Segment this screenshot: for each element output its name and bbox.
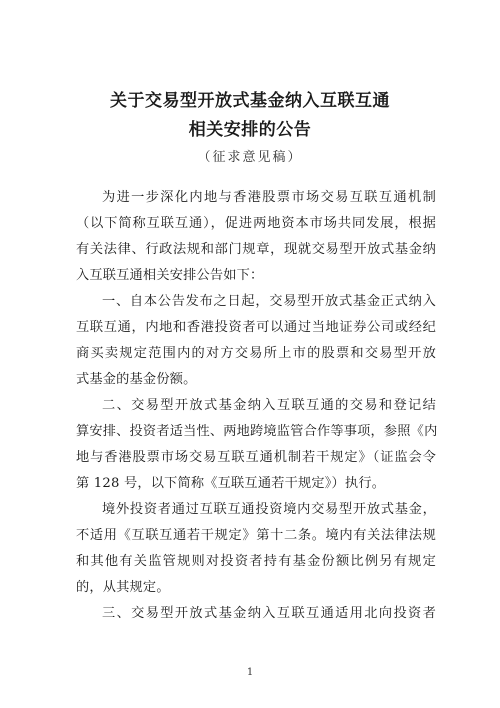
body-line: 入互联互通相关安排公告如下： [76,268,264,283]
body-line: 算安排、投资者适当性、两地跨境监管合作等事项，参照《内 [76,424,438,439]
body-line: 三、交易型开放式基金纳入互联互通适用北向投资者 [102,606,436,621]
body-line: 为进一步深化内地与香港股票市场交易互联互通机制 [102,190,436,205]
document-subtitle: （征求意见稿） [197,150,303,165]
body-line: 一、自本公告发布之日起，交易型开放式基金正式纳入 [102,294,436,309]
body-line: 第 128 号，以下简称《互联互通若干规定》）执行。 [76,476,386,491]
body-line: 互联互通，内地和香港投资者可以通过当地证券公司或经纪 [76,320,436,335]
document-title-line-1: 关于交易型开放式基金纳入互联互通 [110,91,390,111]
body-line: 二、交易型开放式基金纳入互联互通的交易和登记结 [102,398,436,413]
page-number: 1 [246,667,254,678]
body-line: 的，从其规定。 [76,580,170,595]
body-line: 不适用《互联互通若干规定》第十二条。境内有关法律法规 [76,528,436,543]
body-line: 境外投资者通过互联互通投资境内交易型开放式基金， [102,502,436,517]
document-body [76,185,436,627]
body-line: 地与香港股票市场交易互联互通机制若干规定》（证监会令 [76,450,436,465]
body-line: 式基金的基金份额。 [76,372,197,387]
document-title-line-2: 相关安排的公告 [188,120,312,140]
body-line: （以下简称互联互通），促进两地资本市场共同发展，根据 [76,216,436,231]
body-line: 商买卖规定范围内的对方交易所上市的股票和交易型开放 [76,346,436,361]
body-line: 有关法律、行政法规和部门规章，现就交易型开放式基金纳 [76,242,436,257]
body-line: 和其他有关监管规则对投资者持有基金份额比例另有规定 [76,554,436,569]
